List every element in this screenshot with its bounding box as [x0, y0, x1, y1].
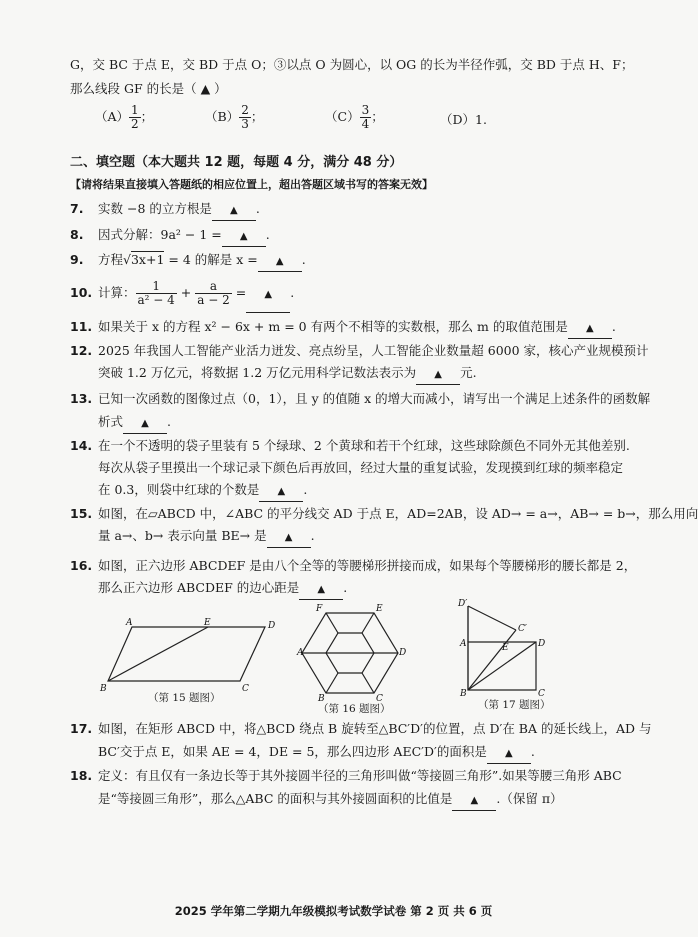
answer-blank: ▲	[267, 527, 311, 548]
question-12-line-1: 12. 2025 年我国人工智能产业活力迸发、亮点纷呈，人工智能企业数量超 6000 家，核心产业规模预计	[70, 343, 649, 358]
question-10: 10. 计算： $\frac{1}{\text{a² − 4}}$ + $\frac{a}{a - 2}$ = ▲ .	[70, 276, 627, 313]
question-17-line-2: BC′交于点 E，如果 AE = 4，DE = 5，那么四边形 AEC′D′的面积是 ▲ .	[98, 743, 627, 764]
option-d: （D）1.	[440, 112, 487, 127]
answer-blank: ▲	[123, 413, 167, 434]
fig16-label-f: F	[316, 604, 323, 614]
intro-line-1: G，交 BC 于点 E，交 BD 于点 O；③以点 O 为圆心，以 OG 的长为半径作弧，交 BD 于点 H、F；	[70, 57, 634, 72]
figure-15	[100, 615, 280, 693]
fig17-label-a: A	[460, 639, 467, 649]
question-14-line-1: 14. 在一个不透明的袋子里装有 5 个绿球、2 个黄球和若干个红球，这些球除颜色不同外无其他差别.	[70, 438, 630, 453]
question-11: 11. 如果关于 x 的方程 x² − 6x + m = 0 有两个不相等的实数根，那么 m 的取值范围是 ▲ .	[70, 318, 627, 339]
answer-blank: ▲	[568, 318, 612, 339]
figure-17-caption: （第 17 题图）	[478, 699, 551, 711]
fig16-label-a: A	[297, 648, 304, 658]
question-16-line-2: 那么正六边形 ABCDEF 的边心距是 ▲ .	[98, 579, 627, 600]
figure-16-caption: （第 16 题图）	[318, 703, 391, 715]
fig15-label-d: D	[268, 621, 276, 631]
question-7: 7. 实数 −8 的立方根是 ▲ .	[70, 200, 627, 221]
question-8: 8. 因式分解：9a² − 1 = ▲ .	[70, 226, 627, 247]
question-17-line-1: 17. 如图，在矩形 ABCD 中，将△BCD 绕点 B 旋转至△BC′D′的位置，点 D′在 BA 的延长线上，AD 与	[70, 721, 652, 736]
fig17-label-d: D	[538, 639, 546, 649]
answer-blank: ▲	[452, 790, 496, 811]
question-15-line-2: 量 a→、b→ 表示向量 BE→ 是 ▲ .	[98, 527, 627, 548]
fig16-label-e: E	[376, 604, 383, 614]
fig17-label-c: C	[538, 689, 545, 699]
answer-blank: ▲	[299, 579, 343, 600]
question-9: 9. 方程√3x+1 = 4 的解是 x = ▲ .	[70, 251, 627, 272]
question-18-line-2: 是“等接圆三角形”，那么△ABC 的面积与其外接圆面积的比值是 ▲ .（保留 π）	[98, 790, 627, 811]
option-c: （C） $\frac{3}{4}$ ；	[325, 103, 384, 131]
question-14-line-2: 每次从袋子里摸出一个球记录下颜色后再放回，经过大量的重复试验，发现摸到红球的频率稳定	[98, 460, 624, 475]
fig17-label-dprime: D′	[458, 599, 468, 609]
option-a: （A） $\frac{1}{2}$ ；	[95, 103, 154, 131]
fig15-label-b: B	[100, 684, 107, 694]
figure-15-caption: （第 15 题图）	[148, 692, 221, 704]
question-13-line-1: 13. 已知一次函数的图像过点（0，1），且 y 的值随 x 的增大而减小，请写出一个满足上述条件的函数解	[70, 391, 651, 406]
section-note: 【请将结果直接填入答题纸的相应位置上，超出答题区域书写的答案无效】	[70, 178, 433, 191]
answer-blank: ▲	[222, 226, 266, 247]
fig15-label-e: E	[204, 618, 211, 628]
answer-blank: ▲	[259, 481, 303, 502]
answer-blank: ▲	[487, 743, 531, 764]
answer-blank: ▲	[258, 251, 302, 272]
figure-17	[458, 598, 554, 698]
question-15-line-1: 15. 如图，在▱ABCD 中，∠ABC 的平分线交 AD 于点 E，AD=2AB，设 AD→ = a→，AB→ = b→，那么用向	[70, 506, 698, 521]
page-footer: 2025 学年第二学期九年级模拟考试数学试卷 第 2 页 共 6 页	[174, 904, 493, 918]
question-13-line-2: 析式 ▲ .	[98, 413, 627, 434]
fig16-label-c: C	[376, 694, 383, 704]
fig17-label-e: E	[502, 643, 509, 653]
answer-blank: ▲	[246, 276, 290, 313]
question-18-line-1: 18. 定义：有且仅有一条边长等于其外接圆半径的三角形叫做“等接圆三角形”.如果等腰三角形 ABC	[70, 768, 622, 783]
question-14-line-3: 在 0.3，则袋中红球的个数是 ▲ .	[98, 481, 627, 502]
answer-blank: ▲	[212, 200, 256, 221]
fig15-label-c: C	[242, 684, 249, 694]
fig17-label-b: B	[460, 689, 467, 699]
fig16-label-d: D	[399, 648, 407, 658]
fig15-label-a: A	[126, 618, 133, 628]
answer-blank: ▲	[416, 364, 460, 385]
question-12-line-2: 突破 1.2 万亿元，将数据 1.2 万亿元用科学记数法表示为 ▲ 元.	[98, 364, 627, 385]
figure-16	[297, 603, 408, 704]
option-b: （B） $\frac{2}{3}$ ；	[205, 103, 264, 131]
fig17-label-cprime: C′	[518, 624, 527, 634]
intro-line-2: 那么线段 GF 的长是（ ▲ ）	[70, 81, 227, 96]
section-title: 二、填空题（本大题共 12 题，每题 4 分，满分 48 分）	[70, 155, 403, 170]
fig16-label-b: B	[318, 694, 325, 704]
question-16-line-1: 16. 如图，正六边形 ABCDEF 是由八个全等的等腰梯形拼接而成，如果每个等腰梯形的腰长都是 2，	[70, 558, 637, 573]
